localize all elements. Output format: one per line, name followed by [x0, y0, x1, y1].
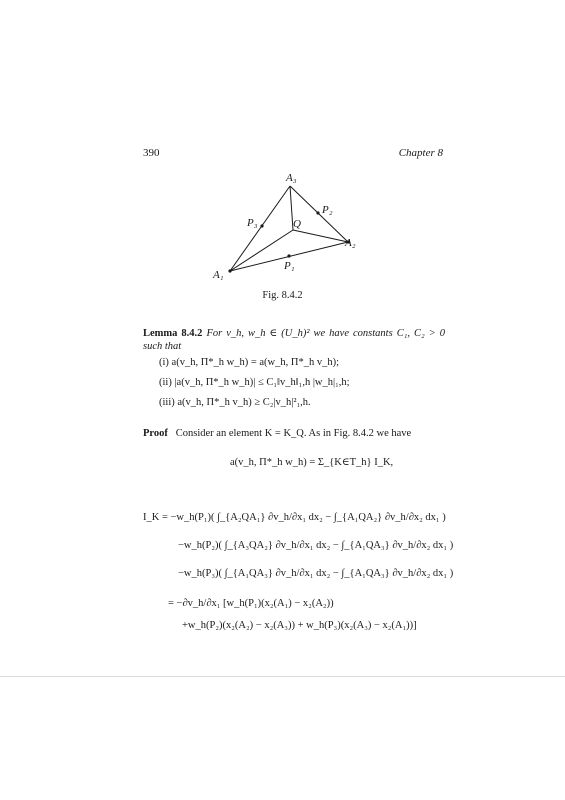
point-p3 [260, 224, 263, 227]
label-q: Q [293, 218, 301, 230]
page-bottom-rule [0, 676, 565, 677]
triangle-diagram [200, 168, 370, 283]
ik-line-5: +w_h(P₂)(x₂(A₂) − x₂(A₃)) + w_h(P₃)(x₂(A₃) − x₂(A₁))] [182, 620, 417, 631]
label-p2: P₂ [322, 204, 333, 216]
label-a1: A₁ [213, 269, 224, 281]
label-p1: P₁ [284, 260, 295, 272]
proof-label: Proof [143, 428, 168, 439]
proof-line [143, 428, 411, 439]
sum-equation: a(v_h, Π*_h w_h) = Σ_{K∈T_h} I_K, [230, 457, 394, 468]
lemma-item-3: (iii) a(v_h, Π*_h v_h) ≥ C₂|v_h|²₁,h. [159, 397, 311, 408]
edge-q-a2 [293, 230, 348, 242]
ik-line-1: I_K = −w_h(P₁)( ∫_{A₂QA₁} ∂v_h/∂x₁ dx₂ − ∫_{A₁QA₂} ∂v_h/∂x₂ dx₁ ) [143, 512, 446, 523]
label-a2: A₂ [345, 237, 356, 249]
lemma-item-1: (i) a(v_h, Π*_h w_h) = a(w_h, Π*_h v_h); [159, 357, 340, 368]
page-number: 390 [143, 147, 160, 159]
point-p1 [287, 254, 290, 257]
lemma-title: Lemma 8.4.2 [143, 328, 203, 339]
lemma-block [143, 327, 445, 353]
label-a3: A₃ [286, 172, 297, 184]
ik-line-2: −w_h(P₂)( ∫_{A₃QA₂} ∂v_h/∂x₁ dx₂ − ∫_{A₁QA₃} ∂v_h/∂x₂ dx₁ ) [178, 540, 454, 551]
chapter-title: Chapter 8 [398, 147, 443, 159]
ik-line-4: = −∂v_h/∂x₁ [w_h(P₁)(x₂(A₁) − x₂(A₂)) [168, 598, 334, 609]
lemma-statement: For v_h, w_h ∈ (U_h)² we have constants C₁, C₂ > 0 such that [143, 328, 445, 352]
ik-line-3: −w_h(P₃)( ∫_{A₁QA₃} ∂v_h/∂x₁ dx₂ − ∫_{A₁QA₃} ∂v_h/∂x₂ dx₁ ) [178, 568, 454, 579]
lemma-item-2: (ii) |a(v_h, Π*_h w_h)| ≤ C₁‖v_h‖₁,h |w_h|₁,h; [159, 377, 350, 388]
point-a1 [228, 269, 231, 272]
label-p3: P₃ [247, 217, 258, 229]
point-p2 [316, 211, 319, 214]
figure-caption: Fig. 8.4.2 [262, 290, 303, 301]
proof-text: Consider an element K = K_Q. As in Fig. 8.4.2 we have [175, 428, 412, 439]
